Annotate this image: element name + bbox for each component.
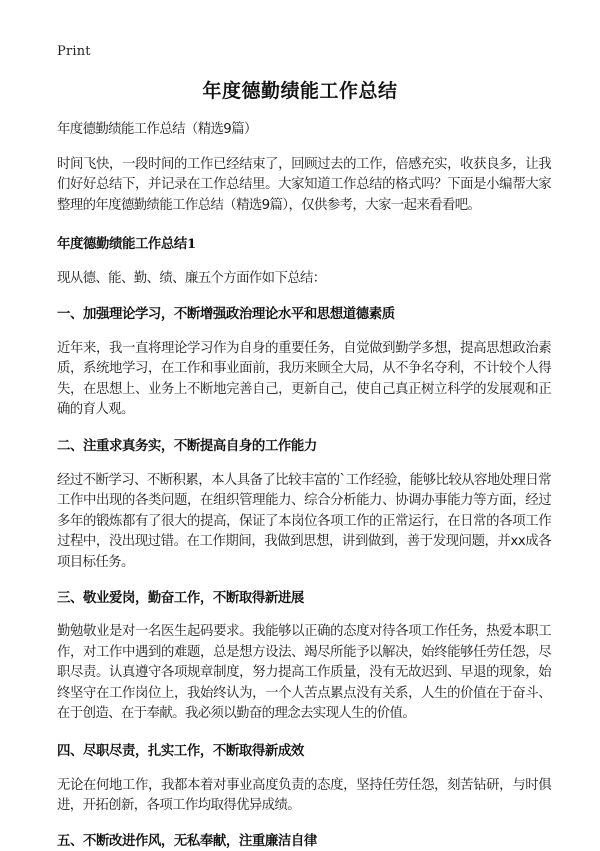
section-3-body: 勤勉敬业是对一名医生起码要求。我能够以正确的态度对待各项工作任务，热爱本职工作，对工作中遇到的难题，总是想方设法、竭尽所能予以解决，始终能够任劳任怨，尽职尽责。认真遵守各项规章制度，努力提高工作质量，没有无故迟到、早退的现象，始终坚守在工作岗位上，我始终认为，一个人苦点累点没有关系，人生的价值在于奋斗、在于创造、在于奉献。我必须以勤奋的理念去实现人生的价值。 bbox=[57, 624, 551, 721]
page-title: 年度德勤绩能工作总结 bbox=[202, 80, 398, 102]
section-3-heading: 三、敬业爱岗，勤奋工作，不断取得新进展 bbox=[57, 590, 304, 606]
section-heading: 年度德勤绩能工作总结1 bbox=[57, 236, 196, 252]
document-subtitle: 年度德勤绩能工作总结（精选9篇） bbox=[57, 122, 257, 137]
section-2-heading: 二、注重求真务实，不断提高自身的工作能力 bbox=[57, 437, 317, 454]
section-5-heading: 五、不断改进作风，无私奉献，注重廉洁自律 bbox=[57, 832, 317, 849]
section-4-body: 无论在何地工作，我都本着对事业高度负责的态度，坚持任劳任怨，刻苦钻研，与时俱进，开拓创新，各项工作均取得优异成绩。 bbox=[57, 777, 551, 813]
intro-paragraph: 时间飞快，一段时间的工作已经结束了，回顾过去的工作，倍感充实，收获良多，让我们好好总结下，并记录在工作总结里。大家知道工作总结的格式吗？下面是小编帮大家整理的年度德勤绩能工作总结（精选9篇），仅供参考，大家一起来看看吧。 bbox=[57, 156, 551, 213]
section-4-heading: 四、尽职尽责，扎实工作，不断取得新成效 bbox=[57, 742, 304, 759]
overview-paragraph: 现从德、能、勤、绩、廉五个方面作如下总结： bbox=[57, 271, 326, 286]
document-body bbox=[57, 120, 551, 851]
section-2-body: 经过不断学习、不断积累，本人具备了比较丰富的`工作经验，能够比较从容地处理日常工作中出现的各类问题，在组织管理能力、综合分析能力、协调办事能力等方面，经过多年的锻炼都有了很大的提高，保证了本岗位各项工作的正常运行，在日常的各项工作过程中，没出现过错。在工作期间，我做到思想，讲到做到，善于发现问题，并xx成各项目标任务。 bbox=[57, 472, 551, 570]
section-1-body: 近年来，我一直将理论学习作为自身的重要任务，自觉做到勤学多想，提高思想政治素质，系统地学习，在工作和事业面前，我历来顾全大局，从不争名夺利，不计较个人得失，在思想上、业务上不断地完善自己，更新自己，使自己真正树立科学的发展观和正确的育人观。 bbox=[57, 340, 551, 417]
section-1-heading: 一、加强理论学习，不断增强政治理论水平和思想道德素质 bbox=[57, 305, 395, 322]
print-label: Print bbox=[57, 44, 91, 59]
